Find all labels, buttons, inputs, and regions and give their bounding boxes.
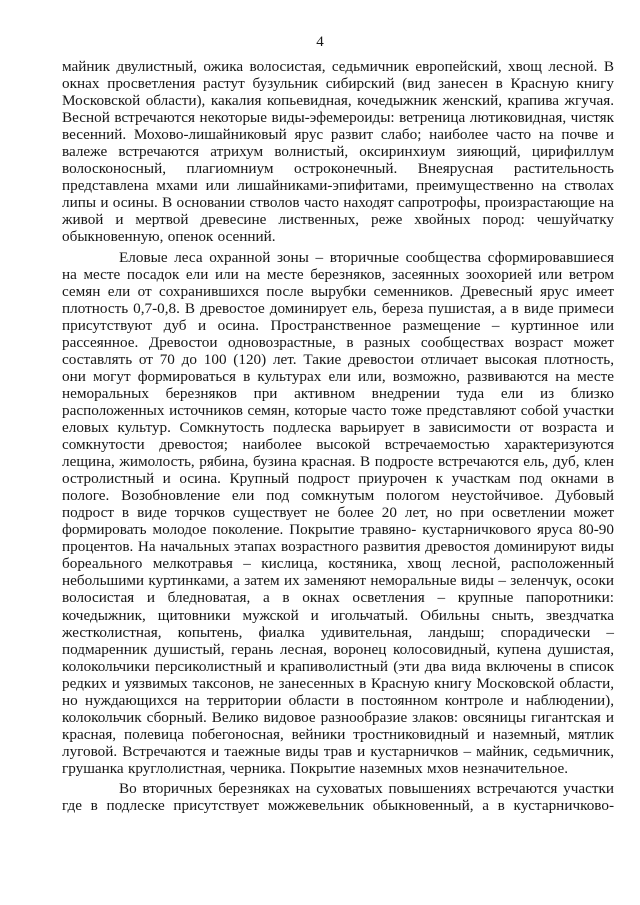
text-line: но при осветлении может формировать молодое поколение. Покрытие травяно- (62, 504, 614, 539)
text-line: к участкам под окнами в пологе. Возобновление ели под сомкнутым пологом (62, 470, 615, 505)
text-line: на территории области в постоянном контроле и наблюдении), колокольчик (62, 691, 615, 726)
text-line: плотность 0,7-0,8. В древостое доминирует ель, береза пушистая, а в виде примеси (62, 299, 614, 317)
text-line: их заменяют неморальные виды – зеленчук, осоки волосистая и бледноватая, (62, 572, 615, 607)
text-line: на живой и мертвой древесине лиственных, реже хвойных пород: чешуйчатку (62, 194, 614, 229)
text-line: древостоя доминируют виды бореального мелкотравья – кислица, костяника, (62, 538, 614, 573)
text-line: круглолистная, черника. Покрытие наземных мхов незначительное. (127, 759, 569, 777)
text-line: где в подлеске присутствует можжевельник обыкновенный, а в кустарничково- (62, 797, 614, 815)
text-line: характеризуются лещина, жимолость, рябина, бузина красная. В подросте (62, 436, 614, 471)
text-line: Во вторичных березняках на суховатых повышениях встречаются участки (119, 779, 614, 797)
text-line: неморальных березняков при активном внедрении туда ели из близко (62, 384, 614, 402)
text-line: и крапиволистный (эти два вида включены в список редких и уязвимых таксонов, не (62, 657, 615, 692)
text-line: еловых культур. Сомкнутость подлеска варьирует в зависимости (62, 418, 511, 436)
text-line: весенний. Мохово-лишайниковый ярус развит слабо; наиболее часто на почве (62, 126, 599, 144)
text-line: хвощ лесной, расположенный небольшими куртинками, а затем (62, 555, 615, 590)
body-text (62, 58, 614, 814)
text-line: представлена мхами или лишайниками-эпифитами, преимущественно на стволах (62, 177, 614, 195)
text-line: удивительная, ландыш; спорадически – подмаренник душистый, герань лесная, (62, 623, 615, 658)
text-line: расположенных источников семян, которые часто тоже представляют собой участки (62, 401, 614, 419)
text-line: полевица побегоносная, вейники тростниковидный и наземный, мятлик луговой. (62, 725, 614, 760)
text-line: занесенных в Красную книгу Московской области, но нуждающихся (62, 674, 614, 709)
text-line: Еловые леса охранной зоны – вторичные сообщества сформировавшиеся (119, 248, 614, 266)
text-line: и игольчатый. Обильны сныть, звездчатка жестколистная, копытень, фиалка (62, 606, 614, 641)
text-line: на месте посадок ели или на месте березняков, засеянных зоохорией или ветром (62, 265, 614, 283)
text-line: кустарничкового яруса 80-90 процентов. На начальных этапах возрастного развития (62, 521, 614, 556)
text-line: а в окнах осветления – крупные папоротники: кочедыжник, щитовники мужской (62, 589, 615, 624)
text-line: составлять от 70 до 100 (120) лет. Такие древостои отличает высокая плотность, они (62, 350, 614, 385)
text-line: встречаются ель, дуб, клен остролистный и осина. Крупный подрост приурочен (62, 453, 614, 488)
text-line: Встречаются и таежные виды трав и кустарничков – майник, седьмичник, грушанка (62, 742, 614, 777)
paragraph-3 (62, 780, 614, 814)
text-line: могут формироваться в культурах ели или, возможно, развиваются на месте (92, 367, 615, 385)
text-line: Московской области), какалия копьевидная, кочедыжник женский, крапива жгучая. (62, 92, 614, 110)
text-line: воронец колосовидный, купена душистая, колокольчики персиколистный (62, 640, 614, 675)
text-line: рассеянное. Древостои одновозрастные, в разных сообществах возраст может (62, 333, 614, 351)
text-line: обыкновенную, опенок осенний. (62, 228, 276, 246)
page-number: 4 (316, 34, 324, 50)
text-line: Весной встречаются некоторые виды-эфемероиды: ветреница лютиковидная, чистяк (62, 109, 614, 127)
text-line: волосконосный, плагиомниум остроконечный. Внеярусная растительность (62, 160, 614, 178)
paragraph-2 (62, 249, 614, 777)
text-line: от возраста и сомкнутости древостоя; наиболее высокой встречаемостью (62, 418, 614, 454)
text-line: сборный. Велико видовое разнообразие злаков: овсяницы гигантская и красная, (62, 708, 614, 743)
text-line: и валеже встречаются атрихум волнистый, оксиринхиум зияющий, цирифиллум (62, 126, 615, 161)
paragraph-1 (62, 58, 614, 246)
text-line: неустойчивое. Дубовый подрост в виде торчков существует не более 20 лет, (62, 487, 615, 522)
text-line: присутствуют дуб и осина. Пространственное размещение – куртинное или (62, 316, 614, 334)
text-line: семян ели от сохранившихся после вырубки семенников. Древесный ярус имеет (62, 282, 614, 300)
text-line: майник двулистный, ожика волосистая, седьмичник европейский, хвощ лесной. (62, 58, 598, 75)
text-line: В окнах просветления растут бузульник сибирский (вид занесен в Красную книгу (62, 58, 614, 93)
text-line: липы и осины. В основании стволов часто находят сапротрофы, произрастающие (62, 194, 595, 212)
